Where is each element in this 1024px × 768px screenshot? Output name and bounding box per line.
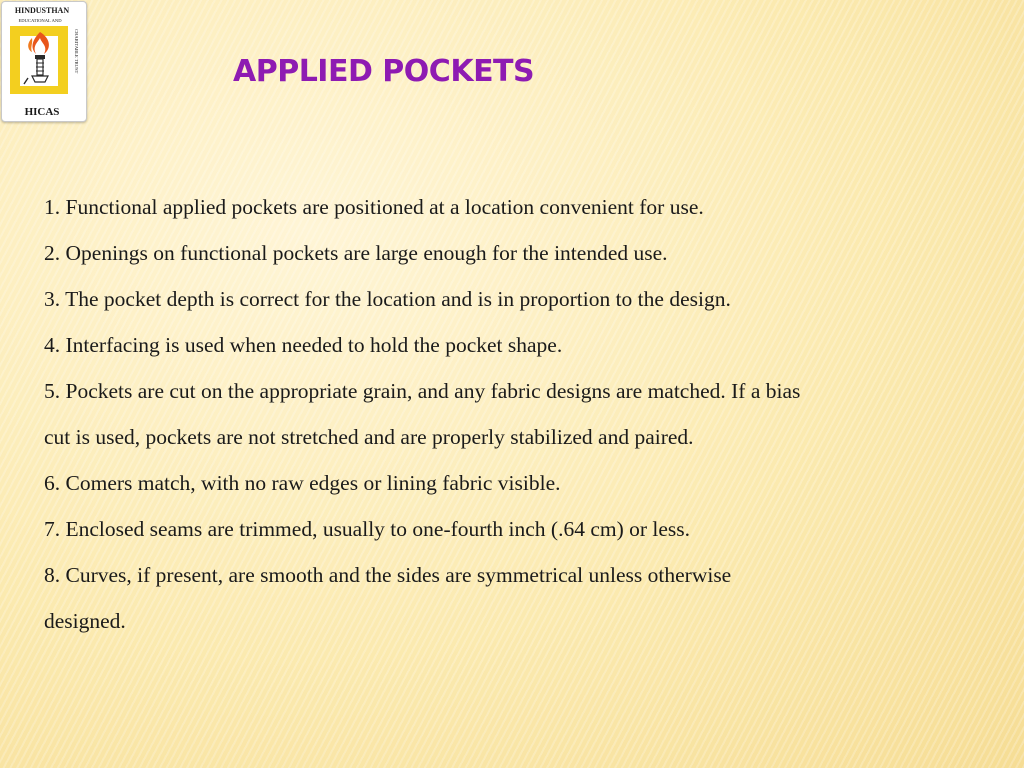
content-line: 3. The pocket depth is correct for the location and is in proportion to the design. — [44, 287, 731, 311]
content-line: 2. Openings on functional pockets are large enough for the intended use. — [44, 241, 668, 265]
hicas-logo-graphic — [2, 2, 86, 121]
content-line: 4. Interfacing is used when needed to hold the pocket shape. — [44, 333, 563, 357]
content-list — [44, 184, 1004, 644]
content-line: 5. Pockets are cut on the appropriate grain, and any fabric designs are matched. If a bias — [44, 379, 801, 403]
content-line: 7. Enclosed seams are trimmed, usually to one-fourth inch (.64 cm) or less. — [44, 517, 691, 541]
logo-line-1: HINDUSTHAN — [14, 6, 70, 15]
page-title: APPLIED POCKETS — [233, 54, 535, 89]
content-line: cut is used, pockets are not stretched and are properly stabilized and paired. — [44, 425, 694, 449]
logo-abbreviation: HICAS — [24, 106, 60, 118]
content-line: 6. Comers match, with no raw edges or lining fabric visible. — [44, 471, 561, 495]
content-line: designed. — [44, 609, 126, 633]
content-line: 1. Functional applied pockets are positioned at a location convenient for use. — [44, 195, 704, 219]
torch-icon — [24, 32, 49, 84]
content-line: 8. Curves, if present, are smooth and the sides are symmetrical unless otherwise — [44, 563, 732, 587]
logo-line-2: EDUCATIONAL AND — [18, 18, 62, 23]
logo-side-text: CHARITABLE TRUST — [74, 29, 79, 74]
logo — [1, 1, 87, 122]
